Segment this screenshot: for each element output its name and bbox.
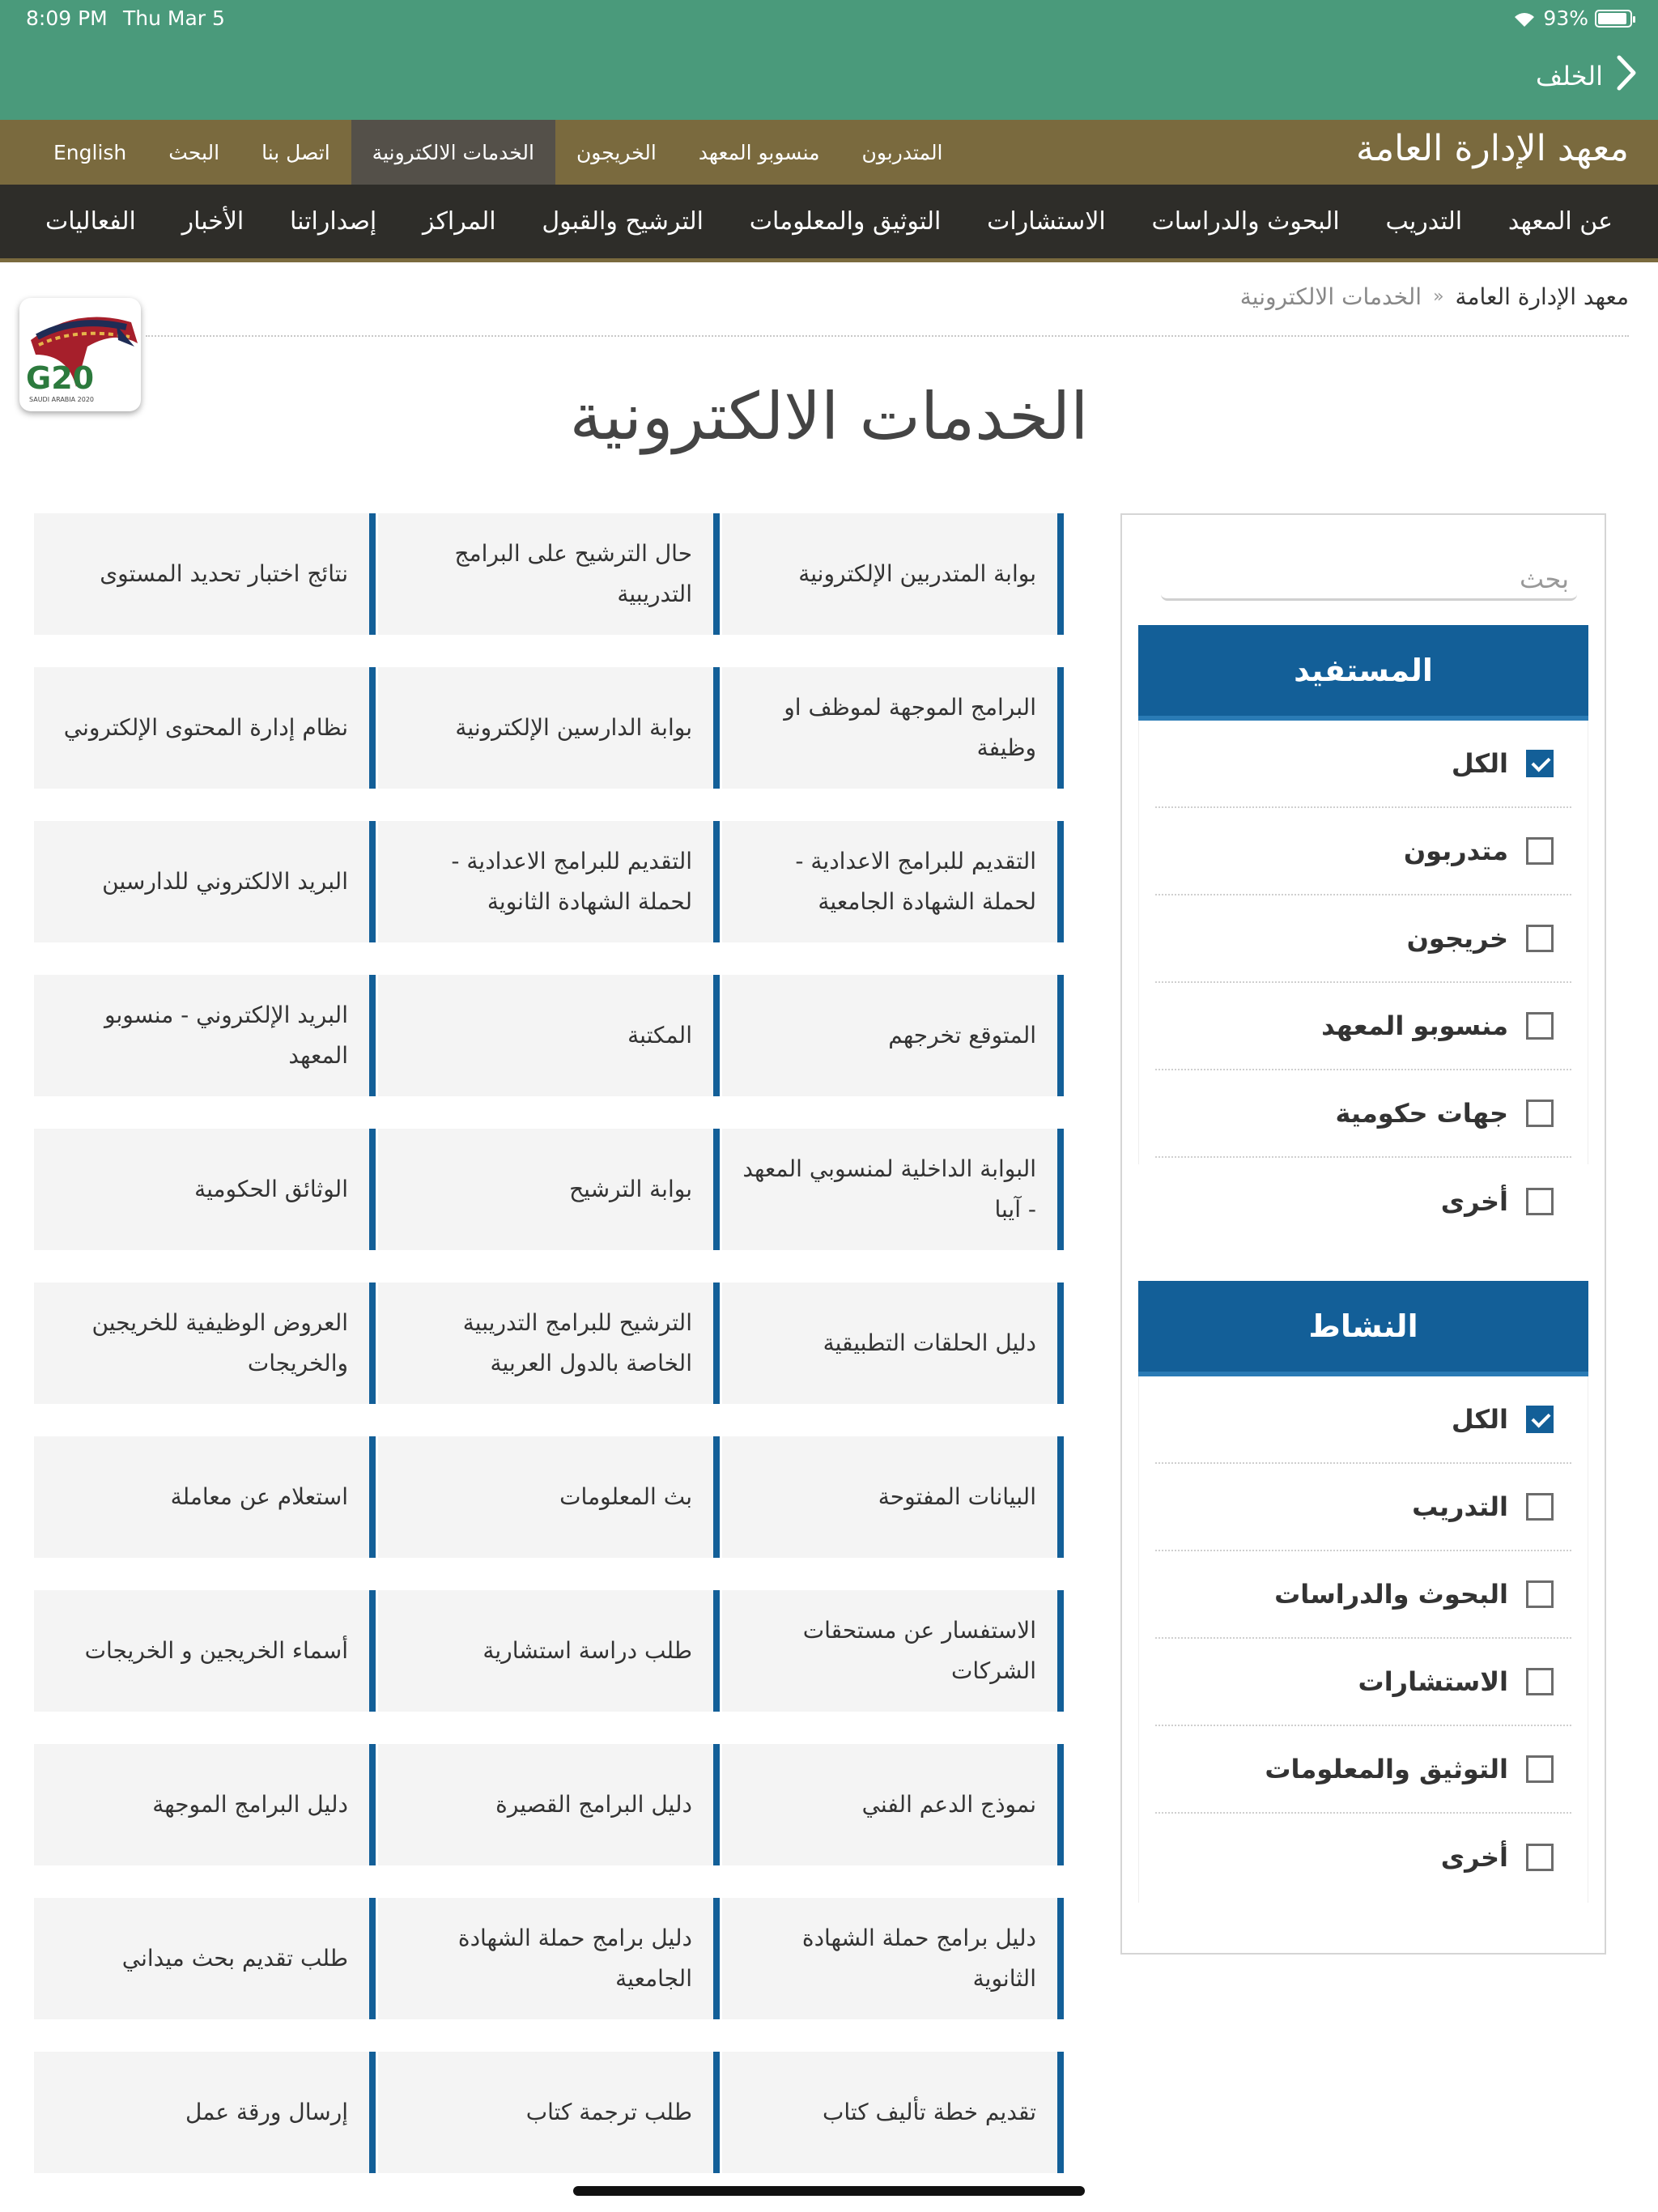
- option-label: الاستشارات: [1358, 1666, 1508, 1697]
- service-card-label: البريد الالكتروني للدارسين: [102, 868, 348, 895]
- service-card-label: البريد الإلكتروني - منسوبو المعهد: [104, 1002, 348, 1069]
- checkbox[interactable]: [1526, 1012, 1554, 1040]
- service-card[interactable]: [722, 1436, 1064, 1558]
- filter-sidebar: [1120, 513, 1606, 1955]
- nav-item-training[interactable]: التدريب: [1385, 206, 1463, 236]
- service-card[interactable]: [722, 513, 1064, 635]
- service-card-label: طلب دراسة استشارية: [483, 1637, 692, 1664]
- service-card[interactable]: [378, 975, 720, 1096]
- service-card-label: بث المعلومات: [559, 1483, 692, 1510]
- top-navigation-bar: [0, 0, 1658, 120]
- service-card[interactable]: [34, 667, 376, 789]
- service-card-label: التقديم للبرامج الاعدادية - لحملة الشهادة الثانوية: [451, 848, 692, 915]
- nav-item-consulting[interactable]: الاستشارات: [987, 206, 1106, 236]
- nav-item-admission[interactable]: الترشيح والقبول: [542, 206, 704, 236]
- service-card[interactable]: [378, 1436, 720, 1558]
- service-card-label: دليل الحلقات التطبيقية: [823, 1329, 1036, 1356]
- breadcrumb-current: الخدمات الالكترونية: [1239, 283, 1422, 310]
- nav-item-publications[interactable]: إصداراتنا: [290, 206, 377, 236]
- checkbox[interactable]: [1526, 1100, 1554, 1127]
- service-card[interactable]: [722, 1898, 1064, 2019]
- activity-option-training[interactable]: [1155, 1464, 1571, 1551]
- service-card[interactable]: [34, 1283, 376, 1404]
- top-link-contact[interactable]: اتصل بنا: [261, 140, 330, 164]
- status-bar: [26, 6, 1632, 31]
- service-card-label: طلب تقديم بحث ميداني: [121, 1945, 348, 1972]
- checkbox[interactable]: [1526, 1493, 1554, 1521]
- nav-item-events[interactable]: الفعاليات: [45, 206, 136, 236]
- service-card-label: نموذج الدعم الفني: [861, 1791, 1036, 1818]
- service-card[interactable]: [722, 975, 1064, 1096]
- checkbox[interactable]: [1526, 925, 1554, 952]
- g20-logo-text: G20: [26, 360, 95, 396]
- beneficiary-option-trainees[interactable]: [1155, 808, 1571, 895]
- service-card-label: البوابة الداخلية لمنسوبي المعهد - آيبا: [742, 1155, 1036, 1223]
- service-card-label: الاستفسار عن مستحقات الشركات: [802, 1617, 1036, 1684]
- main-navigation: [0, 185, 1658, 262]
- chevron-right-icon: [1614, 53, 1639, 100]
- top-link-trainees[interactable]: المتدربون: [861, 140, 943, 164]
- search-input[interactable]: [1161, 559, 1577, 601]
- service-card[interactable]: [722, 1283, 1064, 1404]
- status-time: 8:09 PM: [26, 6, 108, 30]
- nav-item-news[interactable]: الأخبار: [181, 206, 244, 236]
- beneficiary-option-graduates[interactable]: [1155, 895, 1571, 983]
- service-card-label: دليل البرامج الموجهة: [152, 1791, 348, 1818]
- service-card-label: العروض الوظيفية للخريجين والخريجات: [91, 1309, 348, 1376]
- service-card-label: أسماء الخريجين و الخريجات: [84, 1637, 348, 1664]
- breadcrumb: [1240, 283, 1629, 310]
- site-header: [0, 120, 1658, 185]
- service-card[interactable]: [722, 667, 1064, 789]
- beneficiary-option-other[interactable]: [1155, 1158, 1571, 1245]
- nav-item-centers[interactable]: المراكز: [423, 206, 496, 236]
- service-card[interactable]: [34, 821, 376, 942]
- option-label: خريجون: [1406, 923, 1508, 954]
- option-label: أخرى: [1440, 1186, 1508, 1217]
- battery-icon: [1595, 10, 1632, 28]
- activity-panel: [1138, 1376, 1588, 1903]
- status-right: [1512, 6, 1632, 30]
- service-card[interactable]: [722, 1744, 1064, 1865]
- status-date: Thu Mar 5: [123, 6, 225, 30]
- service-card-label: حال الترشيح على البرامج التدريبية: [454, 540, 692, 607]
- service-card[interactable]: [378, 667, 720, 789]
- activity-option-all[interactable]: [1155, 1376, 1571, 1464]
- top-link-graduates[interactable]: الخريجون: [576, 140, 657, 164]
- service-card[interactable]: [34, 1436, 376, 1558]
- service-card-label: بوابة الدارسين الإلكترونية: [455, 714, 692, 741]
- service-card[interactable]: [34, 975, 376, 1096]
- service-card[interactable]: [34, 1129, 376, 1250]
- service-card[interactable]: [378, 1283, 720, 1404]
- service-card[interactable]: [378, 2052, 720, 2173]
- nav-item-research[interactable]: البحوث والدراسات: [1151, 206, 1340, 236]
- checkbox[interactable]: [1526, 1188, 1554, 1215]
- service-card-label: الوثائق الحكومية: [194, 1176, 348, 1202]
- service-card-label: دليل برامج حملة الشهادة الثانوية: [801, 1925, 1036, 1992]
- service-card-label: إرسال ورقة عمل: [185, 2099, 348, 2125]
- beneficiary-option-government[interactable]: [1155, 1070, 1571, 1158]
- activity-option-documentation[interactable]: [1155, 1726, 1571, 1814]
- checkbox[interactable]: [1526, 1580, 1554, 1608]
- checkbox[interactable]: [1526, 1844, 1554, 1871]
- activity-option-consulting[interactable]: [1155, 1639, 1571, 1726]
- service-card-label: المتوقع تخرجهم: [888, 1022, 1036, 1049]
- option-label: جهات حكومية: [1335, 1098, 1508, 1129]
- beneficiary-header: المستفيد: [1138, 625, 1588, 721]
- breadcrumb-separator: »: [1433, 287, 1444, 307]
- breadcrumb-home[interactable]: معهد الإدارة العامة: [1455, 283, 1629, 310]
- breadcrumb-divider: [146, 335, 1629, 337]
- top-links: [32, 120, 964, 185]
- service-card[interactable]: [34, 1898, 376, 2019]
- site-title[interactable]: معهد الإدارة العامة: [1355, 128, 1629, 169]
- checkbox[interactable]: [1526, 750, 1554, 777]
- service-card[interactable]: [378, 513, 720, 635]
- service-card-label: نتائج اختبار تحديد المستوى: [100, 560, 348, 587]
- service-card[interactable]: [722, 1590, 1064, 1712]
- service-card-label: تقديم خطة تأليف كتاب: [822, 2099, 1036, 2125]
- search-placeholder: بحث: [1520, 564, 1569, 594]
- back-label: الخلف: [1535, 61, 1603, 91]
- service-card-label: المكتبة: [627, 1022, 692, 1049]
- service-card-label: البرامج الموجهة لموظف او وظيفة: [784, 694, 1036, 761]
- service-card[interactable]: [34, 513, 376, 635]
- service-card[interactable]: [378, 821, 720, 942]
- service-card[interactable]: [722, 1129, 1064, 1250]
- service-card-label: بوابة المتدربين الإلكترونية: [798, 560, 1036, 587]
- checkbox[interactable]: [1526, 1668, 1554, 1695]
- top-link-search[interactable]: البحث: [168, 140, 220, 164]
- activity-header: النشاط: [1138, 1281, 1588, 1376]
- service-card[interactable]: [722, 821, 1064, 942]
- checkbox[interactable]: [1526, 1406, 1554, 1433]
- page-title: الخدمات الالكترونية: [569, 379, 1089, 454]
- option-label: البحوث والدراسات: [1274, 1579, 1508, 1610]
- service-card[interactable]: [722, 2052, 1064, 2173]
- option-label: التدريب: [1412, 1491, 1508, 1522]
- activity-option-other[interactable]: [1155, 1814, 1571, 1901]
- beneficiary-option-all[interactable]: [1155, 721, 1571, 808]
- service-card-label: استعلام عن معاملة: [170, 1483, 348, 1510]
- service-card[interactable]: [378, 1129, 720, 1250]
- service-card[interactable]: [34, 1590, 376, 1712]
- service-card[interactable]: [378, 1590, 720, 1712]
- wifi-icon: [1512, 10, 1537, 28]
- service-card-label: البيانات المفتوحة: [878, 1483, 1036, 1510]
- service-card[interactable]: [378, 1744, 720, 1865]
- service-card-label: دليل البرامج القصيرة: [495, 1791, 692, 1818]
- service-card-label: دليل برامج حملة الشهادة الجامعية: [457, 1925, 692, 1992]
- nav-item-about[interactable]: عن المعهد: [1507, 206, 1613, 236]
- back-button[interactable]: [1536, 52, 1639, 100]
- option-label: الكل: [1451, 1404, 1508, 1435]
- checkbox[interactable]: [1526, 837, 1554, 865]
- beneficiary-option-staff[interactable]: [1155, 983, 1571, 1070]
- service-card-label: الترشيح للبرامج التدريبية الخاصة بالدول العربية: [462, 1309, 692, 1376]
- checkbox[interactable]: [1526, 1755, 1554, 1783]
- top-link-english[interactable]: English: [53, 140, 127, 164]
- option-label: متدربون: [1403, 836, 1508, 866]
- service-card-label: بوابة الترشيح: [569, 1176, 692, 1202]
- service-card-label: التقديم للبرامج الاعدادية - لحملة الشهادة الجامعية: [795, 848, 1036, 915]
- top-link-staff[interactable]: منسوبو المعهد: [698, 140, 820, 164]
- home-indicator[interactable]: [573, 2186, 1085, 2196]
- option-label: أخرى: [1440, 1842, 1508, 1873]
- top-link-e-services[interactable]: الخدمات الالكترونية: [351, 120, 555, 185]
- battery-percent: 93%: [1543, 6, 1588, 30]
- nav-item-documentation[interactable]: التوثيق والمعلومات: [749, 206, 942, 236]
- g20-logo-subtext: SAUDI ARABIA 2020: [29, 396, 95, 403]
- service-card-label: طلب ترجمة كتاب: [525, 2099, 692, 2125]
- beneficiary-panel: [1138, 721, 1588, 1217]
- service-card[interactable]: [34, 2052, 376, 2173]
- service-card[interactable]: [378, 1898, 720, 2019]
- option-label: التوثيق والمعلومات: [1265, 1754, 1508, 1784]
- activity-option-research[interactable]: [1155, 1551, 1571, 1639]
- option-label: منسوبو المعهد: [1321, 1010, 1508, 1041]
- service-card[interactable]: [34, 1744, 376, 1865]
- option-label: الكل: [1451, 748, 1508, 779]
- service-card-label: نظام إدارة المحتوى الإلكتروني: [63, 714, 348, 741]
